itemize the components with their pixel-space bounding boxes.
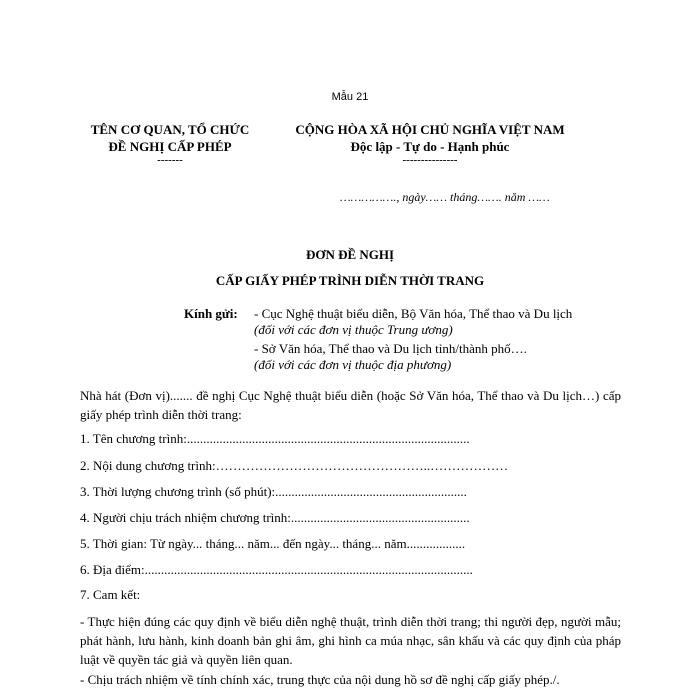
organization-separator: -------: [157, 154, 183, 166]
organization-subtitle: ĐỀ NGHỊ CẤP PHÉP: [108, 139, 232, 154]
national-separator: ---------------: [402, 154, 458, 166]
field-commitment: 7. Cam kết:: [80, 587, 141, 602]
recipient-1: - Cục Nghệ thuật biểu diễn, Bộ Văn hóa, Thể thao và Du lịch: [254, 306, 573, 321]
recipient-2-note: (đối với các đơn vị thuộc địa phương): [254, 357, 452, 372]
field-program-name: 1. Tên chương trình:.......................................................................................: [80, 431, 470, 446]
field-duration: 3. Thời lượng chương trình (số phút):...........................................................: [80, 484, 467, 499]
organization-name: TÊN CƠ QUAN, TỔ CHỨC: [90, 122, 250, 137]
form-number: Mẫu 21: [331, 91, 369, 103]
document-title: ĐƠN ĐỀ NGHỊ: [305, 247, 395, 262]
field-responsible-person: 4. Người chịu trách nhiệm chương trình:.......................................................: [80, 510, 470, 525]
recipient-1-note: (đối với các đơn vị thuộc Trung ương): [254, 322, 453, 337]
field-location: 6. Địa điểm:.....................................................................................................: [80, 562, 473, 577]
kinh-gui-label: Kính gửi:: [184, 306, 238, 321]
document-subtitle: CẤP GIẤY PHÉP TRÌNH DIỄN THỜI TRANG: [215, 273, 485, 288]
intro-paragraph: Nhà hát (Đơn vị)....... đề nghị Cục Nghệ thuật biểu diễn (hoặc Sở Văn hóa, Thể thao và Du lịch…) cấp giấy phép trình diễn thời trang:: [80, 388, 621, 422]
field-time: 5. Thời gian: Từ ngày... tháng... năm... đến ngày... tháng... năm..................: [80, 536, 466, 551]
national-motto: Độc lập - Tự do - Hạnh phúc: [350, 139, 510, 154]
commitment-1: - Thực hiện đúng các quy định về biểu diễn nghệ thuật, trình diễn thời trang; thi người đẹp, người mẫu; phát hành, lưu hành, kinh doanh bản ghi âm, ghi hình ca múa nhạc, sân khấu và các quy định của pháp luật về quyền tác giả và quyền liên quan.: [80, 614, 621, 667]
field-program-content: 2. Nội dung chương trình:…………………………………………..………………: [80, 458, 509, 473]
date-line: ……………., ngày…… tháng……. năm ……: [340, 190, 550, 204]
commitment-2: - Chịu trách nhiệm về tính chính xác, trung thực của nội dung hồ sơ đề nghị cấp giấy phép./.: [80, 672, 560, 687]
recipient-2: - Sở Văn hóa, Thể thao và Du lịch tỉnh/thành phố….: [254, 341, 527, 356]
national-title: CỘNG HÒA XÃ HỘI CHỦ NGHĨA VIỆT NAM: [295, 122, 565, 137]
